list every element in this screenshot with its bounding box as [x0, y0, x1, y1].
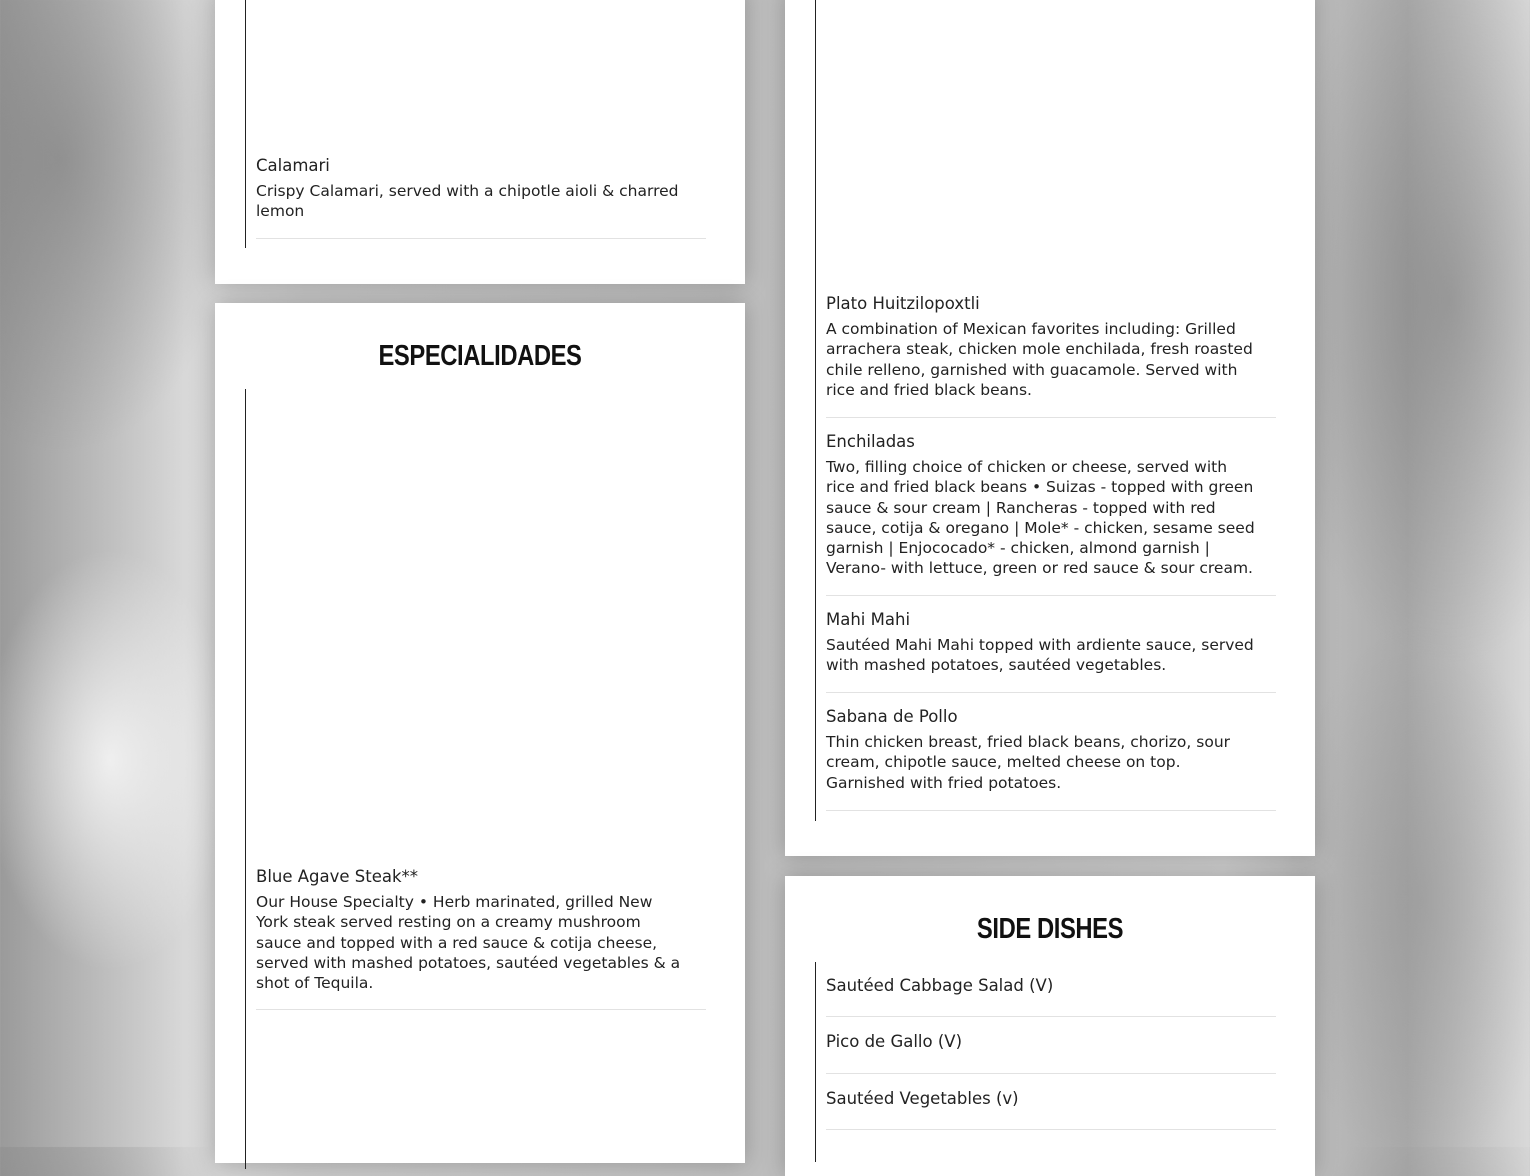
appetizers-card: [215, 0, 745, 284]
menu-item-description: A combination of Mexican favorites including: Grilled arrachera steak, chicken mole enchilada, fresh roasted chile relleno, garnished with guacamole. Served with rice and fried black beans.: [826, 320, 1253, 399]
menu-item-name: Blue Agave Steak**: [256, 867, 419, 886]
section-title-side-dishes: SIDE DISHES: [976, 913, 1124, 945]
menu-item-description: Crispy Calamari, served with a chipotle aioli & charred lemon: [256, 182, 679, 221]
side-item-name: Sautéed Cabbage Salad (V): [826, 976, 1054, 995]
menu-item-description: Thin chicken breast, fried black beans, chorizo, sour cream, chipotle sauce, melted cheese on top. Garnished with fried potatoes.: [826, 733, 1231, 792]
menu-item-description: Our House Specialty • Herb marinated, grilled New York steak served resting on a creamy mushroom sauce and topped with a red sauce & cotija cheese, served with mashed potatoes, sautéed vegetables & a shot of Tequila.: [256, 893, 681, 993]
section-title-especialidades: ESPECIALIDADES: [378, 340, 582, 372]
menu-item-plato-huitzilopoxtli[interactable]: [826, 294, 1276, 418]
side-item-cabbage-salad[interactable]: [826, 976, 1276, 1017]
especialidades-continued-list: [815, 0, 1276, 821]
menu-item-calamari[interactable]: [256, 156, 706, 239]
menu-item-name: Calamari: [256, 156, 330, 175]
menu-item-name: Sabana de Pollo: [826, 707, 958, 726]
menu-item-name: Mahi Mahi: [826, 610, 911, 629]
appetizers-list: [245, 0, 706, 248]
side-item-sauteed-vegetables[interactable]: [826, 1089, 1276, 1130]
especialidades-card: [215, 303, 745, 1163]
especialidades-continued-card: [785, 0, 1315, 856]
especialidades-list: [245, 389, 706, 1169]
menu-item-name: Plato Huitzilopoxtli: [826, 294, 980, 313]
menu-item-name: Enchiladas: [826, 432, 915, 451]
menu-item-sabana-de-pollo[interactable]: [826, 707, 1276, 811]
side-item-name: Sautéed Vegetables (v): [826, 1089, 1019, 1108]
side-item-name: Pico de Gallo (V): [826, 1032, 963, 1051]
side-dishes-list: [815, 962, 1276, 1162]
menu-item-enchiladas[interactable]: [826, 432, 1276, 596]
side-item-pico-de-gallo[interactable]: [826, 1032, 1276, 1074]
menu-item-mahi-mahi[interactable]: [826, 610, 1276, 693]
side-dishes-card: [785, 876, 1315, 1176]
menu-item-description: Sautéed Mahi Mahi topped with ardiente sauce, served with mashed potatoes, sautéed vegetables.: [826, 636, 1254, 675]
menu-item-description: Two, filling choice of chicken or cheese, served with rice and fried black beans • Suizas - topped with green sauce & sour cream | Rancheras - topped with red sauce, cotija & oregano | Mole* - chicken, sesame seed garnish | Enjococado* - chicken, almond garnish | Verano- with lettuce, green or red sauce & sour cream.: [826, 458, 1255, 578]
menu-item-blue-agave-steak[interactable]: [256, 867, 706, 1010]
